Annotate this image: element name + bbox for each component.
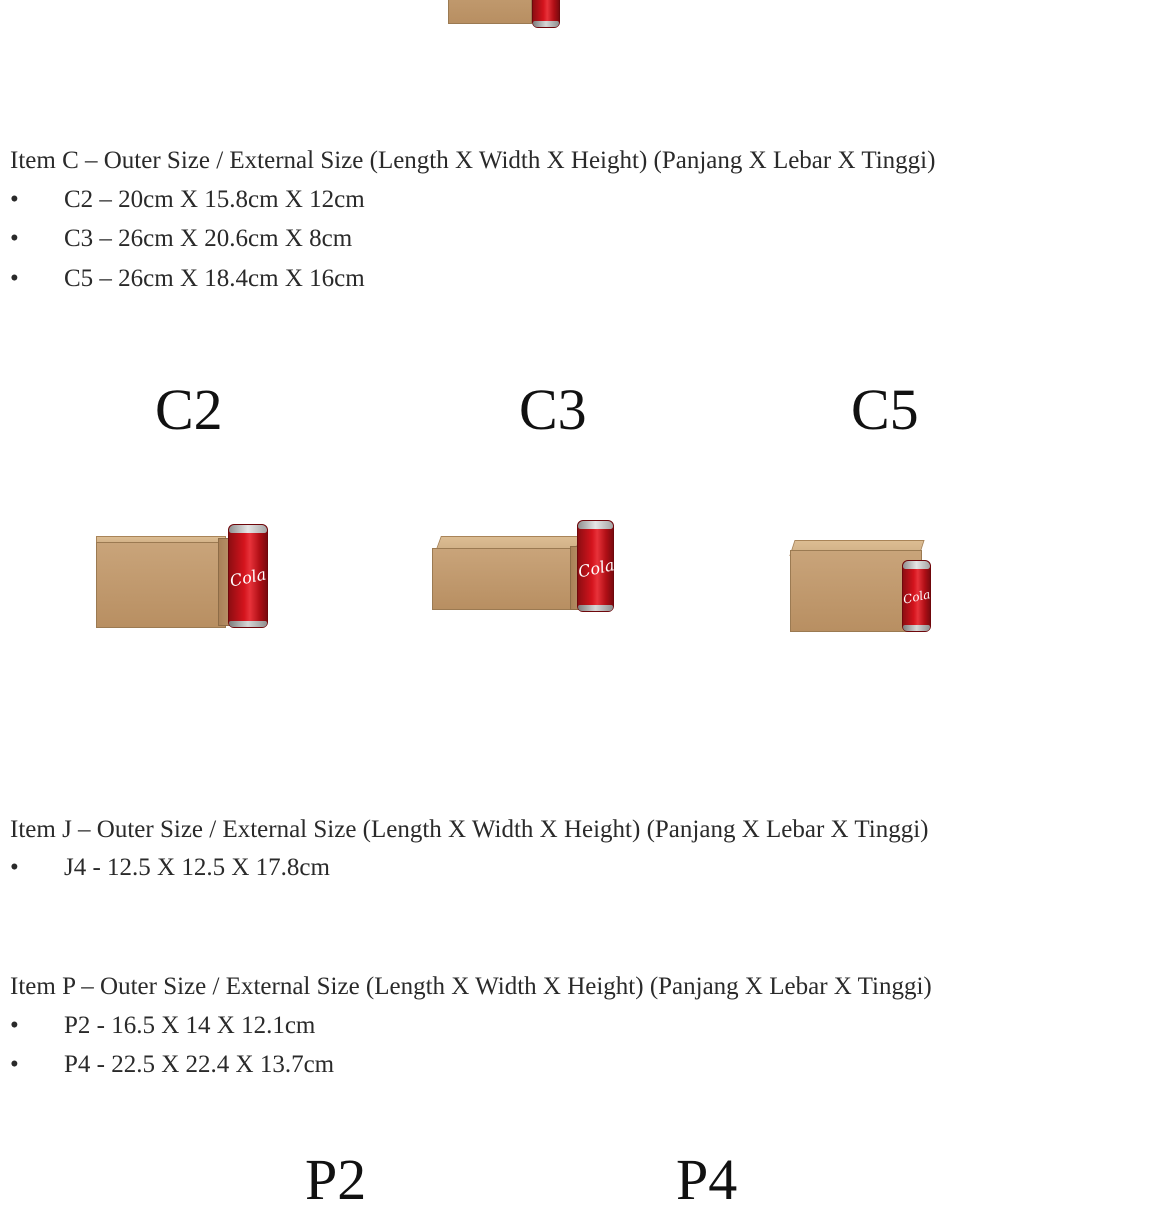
list-item-c5: • C5 – 26cm X 18.4cm X 16cm [10, 265, 365, 292]
bullet: • [10, 186, 19, 213]
product-image-c5 [790, 538, 935, 634]
label-c3: C3 [519, 377, 587, 442]
item-j-heading: Item J – Outer Size / External Size (Length X Width X Height) (Panjang X Lebar X Tinggi) [10, 816, 929, 843]
bullet: • [10, 225, 19, 252]
list-item-j4: • J4 - 12.5 X 12.5 X 17.8cm [10, 854, 330, 881]
bullet: • [10, 265, 19, 292]
list-item-p2: • P2 - 16.5 X 14 X 12.1cm [10, 1012, 316, 1039]
label-p4: P4 [676, 1147, 738, 1212]
list-item-p4: • P4 - 22.5 X 22.4 X 13.7cm [10, 1051, 335, 1078]
label-c2: C2 [155, 377, 223, 442]
list-item-c2: • C2 – 20cm X 15.8cm X 12cm [10, 186, 365, 213]
can-logo-text: Cola [576, 555, 617, 582]
list-item-c3: • C3 – 26cm X 20.6cm X 8cm [10, 225, 353, 252]
product-image-partial-top [448, 0, 568, 32]
item-c-heading: Item C – Outer Size / External Size (Length X Width X Height) (Panjang X Lebar X Tinggi) [10, 147, 936, 174]
label-c5: C5 [851, 377, 919, 442]
item-p-heading: Item P – Outer Size / External Size (Length X Width X Height) (Panjang X Lebar X Tinggi) [10, 973, 932, 1000]
can-logo-text: Cola [228, 564, 268, 591]
product-image-c2 [96, 522, 271, 630]
can-logo-text: Cola [901, 587, 932, 608]
bullet: • [10, 854, 19, 881]
label-p2: P2 [305, 1147, 367, 1212]
bullet: • [10, 1012, 19, 1039]
bullet: • [10, 1051, 19, 1078]
product-image-c3 [432, 518, 616, 613]
